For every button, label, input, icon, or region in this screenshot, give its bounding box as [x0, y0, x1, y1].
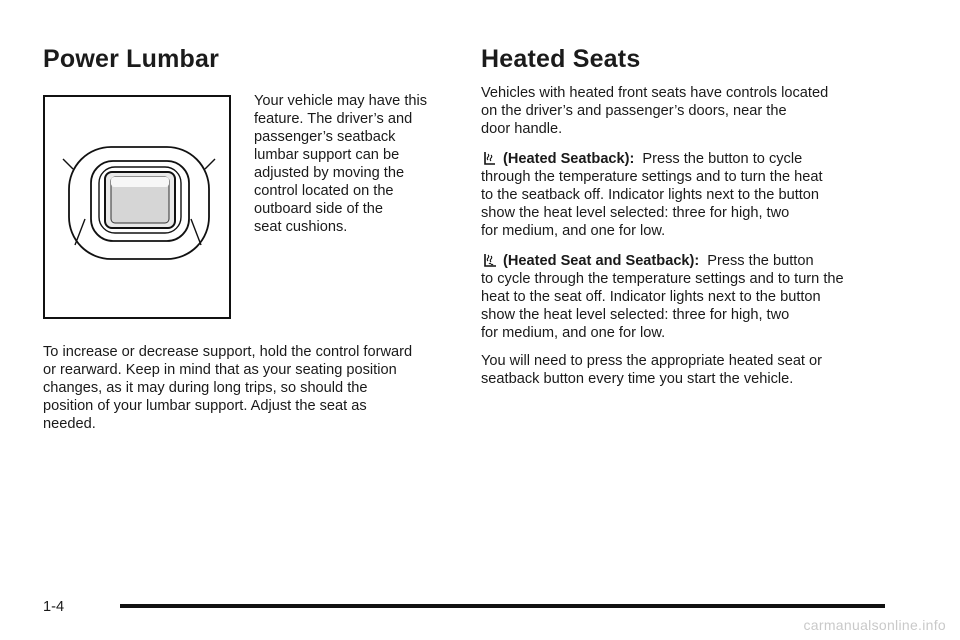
heated-seatback-item [481, 150, 901, 240]
power-lumbar-section [43, 44, 450, 432]
text-line: Your vehicle may have this [254, 93, 428, 109]
power-lumbar-heading: Power Lumbar [43, 45, 220, 73]
text-line: Press the button [707, 253, 814, 269]
footer-divider [120, 604, 885, 608]
heated-seat-and-seatback-icon [481, 252, 503, 270]
heated-seats-closing [481, 352, 901, 388]
heated-seat-and-seatback-label: (Heated Seat and Seatback): [503, 253, 700, 269]
heated-seatback-icon [481, 150, 503, 168]
text-line: show the heat level selected: three for high, two [481, 307, 790, 323]
text-line: Press the button to cycle [642, 151, 803, 167]
text-line: outboard side of the [254, 201, 384, 217]
text-line: seat cushions. [254, 219, 348, 235]
text-line: heat to the seat off. Indicator lights next to the button [481, 289, 821, 305]
text-line: Vehicles with heated front seats have controls located [481, 85, 829, 101]
text-line: lumbar support can be [254, 147, 400, 163]
heated-seats-intro [481, 84, 901, 138]
text-line: on the driver’s and passenger’s doors, near the [481, 103, 787, 119]
text-line: needed. [43, 416, 96, 432]
heated-seats-section [481, 44, 901, 388]
text-line: for medium, and one for low. [481, 223, 666, 239]
text-line: door handle. [481, 121, 563, 137]
page-number: 1-4 [43, 599, 65, 615]
heated-seats-heading: Heated Seats [481, 45, 641, 73]
text-line: through the temperature settings and to turn the heat [481, 169, 823, 185]
watermark: carmanualsonline.info [803, 617, 946, 633]
text-line: To increase or decrease support, hold the control forward [43, 344, 413, 360]
text-line: for medium, and one for low. [481, 325, 666, 341]
text-line: or rearward. Keep in mind that as your seating position [43, 362, 397, 378]
text-line: You will need to press the appropriate heated seat or [481, 353, 823, 369]
text-line: changes, as it may during long trips, so should the [43, 380, 368, 396]
text-line: adjusted by moving the [254, 165, 405, 181]
lumbar-description [254, 92, 454, 236]
lumbar-switch-icon [45, 97, 229, 317]
lumbar-control-illustration [43, 95, 231, 319]
text-line: to cycle through the temperature settings and to turn the [481, 271, 844, 287]
lumbar-adjust-paragraph [43, 343, 450, 433]
text-line: passenger’s seatback [254, 129, 396, 145]
heated-seat-and-seatback-item [481, 252, 901, 342]
text-line: show the heat level selected: three for high, two [481, 205, 790, 221]
text-line: control located on the [254, 183, 394, 199]
text-line: seatback button every time you start the vehicle. [481, 371, 794, 387]
text-line: to the seatback off. Indicator lights next to the button [481, 187, 820, 203]
text-line: position of your lumbar support. Adjust the seat as [43, 398, 367, 414]
heated-seatback-label: (Heated Seatback): [503, 151, 635, 167]
text-line: feature. The driver’s and [254, 111, 413, 127]
